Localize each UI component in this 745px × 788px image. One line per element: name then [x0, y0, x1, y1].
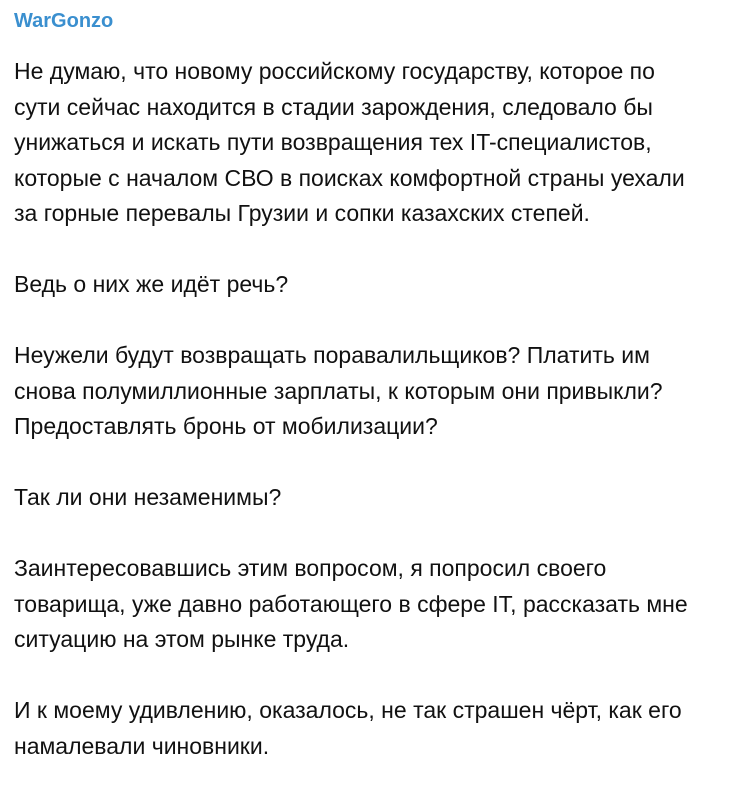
text-line: товарища, уже давно работающего в сфере IT, рассказать мне	[14, 590, 688, 617]
paragraph-1	[14, 54, 725, 232]
paragraph-2	[14, 267, 725, 303]
text-line: сути сейчас находится в стадии зарождения, следовало бы	[14, 93, 653, 120]
text-line: Предоставлять бронь от мобилизации?	[14, 413, 438, 439]
text-line: Ведь о них же идёт речь?	[14, 271, 289, 297]
text-line: Неужели будут возвращать поравалильщиков? Платить им	[14, 342, 650, 368]
message-text	[14, 54, 725, 764]
text-line: намалевали чиновники.	[14, 732, 270, 759]
text-line: ситуацию на этом рынке труда.	[14, 626, 350, 652]
text-line: которые с началом СВО в поисках комфортной страны уехали	[14, 164, 685, 191]
text-line: И к моему удивлению, оказалось, не так страшен чёрт, как его	[14, 697, 682, 723]
text-line: за горные перевалы Грузии и сопки казахских степей.	[14, 200, 590, 226]
text-line: Так ли они незаменимы?	[14, 484, 282, 510]
text-line: унижаться и искать пути возвращения тех IT-специалистов,	[14, 129, 652, 155]
paragraph-4	[14, 480, 725, 516]
text-line: Заинтересовавшись этим вопросом, я попросил своего	[14, 555, 607, 581]
channel-name-link[interactable]: WarGonzo	[14, 10, 114, 32]
text-line: Не думаю, что новому российскому государству, которое по	[14, 58, 655, 84]
text-line: снова полумиллионные зарплаты, к которым они привыкли?	[14, 377, 663, 404]
paragraph-3	[14, 338, 725, 445]
paragraph-6	[14, 693, 725, 764]
paragraph-5	[14, 551, 725, 658]
